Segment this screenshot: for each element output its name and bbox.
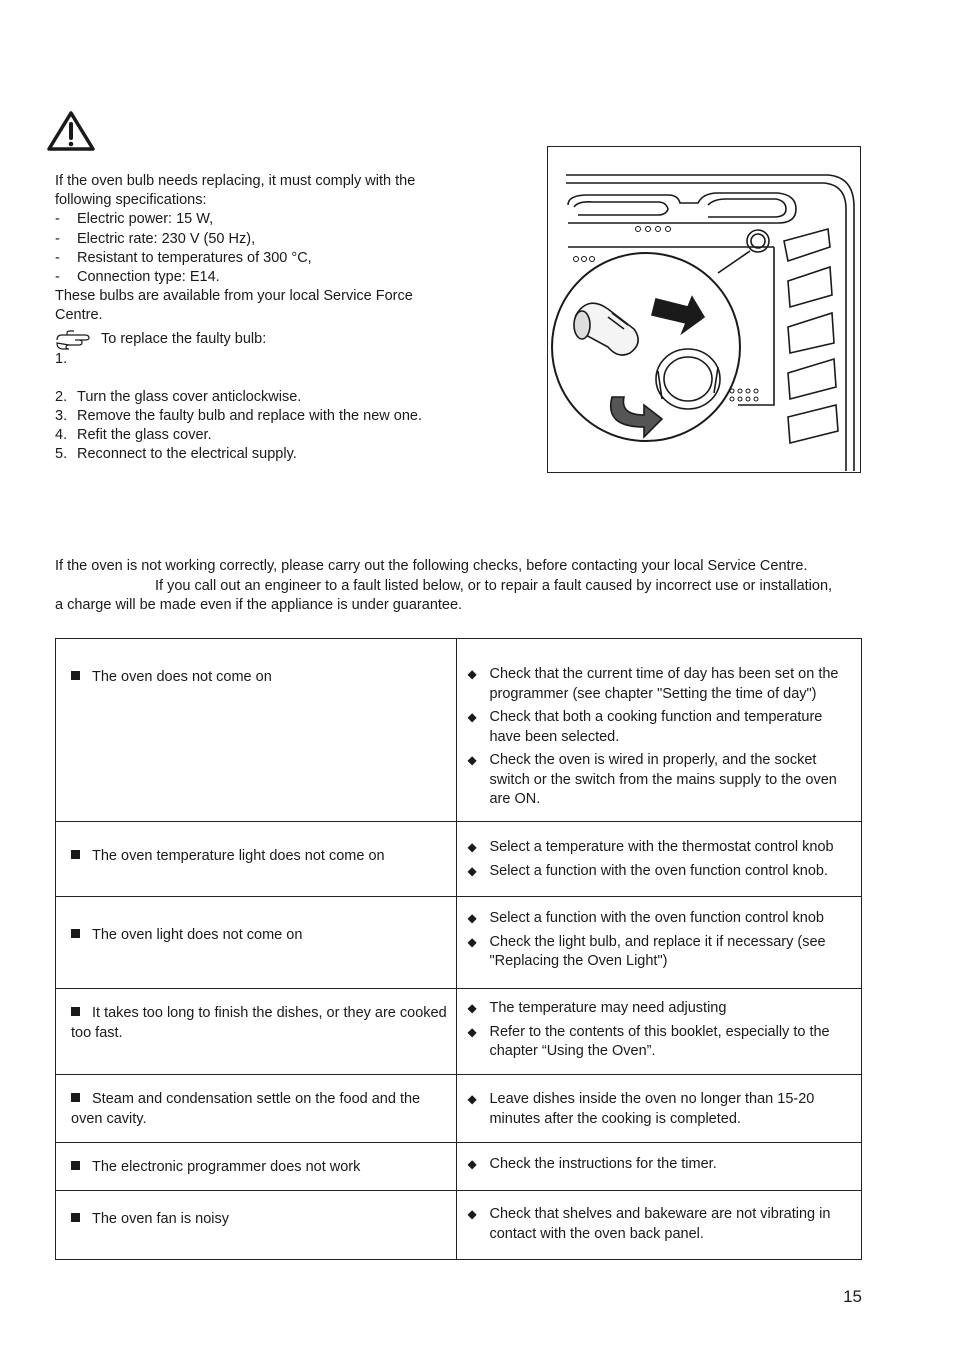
check-item: ◆ Check the light bulb, and replace it if necessary (see "Replacing the Oven Light") xyxy=(457,933,861,972)
check-item: ◆ Select a temperature with the thermostat control knob xyxy=(457,838,861,858)
problem-cell: The oven does not come on xyxy=(56,639,457,822)
spec-item: - Connection type: E14. xyxy=(55,269,220,286)
bulb-spec-intro-1: If the oven bulb needs replacing, it must comply with the xyxy=(55,173,416,189)
step-item: 5. Reconnect to the electrical supply. xyxy=(55,446,297,463)
check-item: ◆ Check the oven is wired in properly, and the socket switch or the switch from the mains supply to the oven are ON. xyxy=(457,751,861,810)
diamond-bullet-icon: ◆ xyxy=(467,1157,477,1171)
check-cell xyxy=(457,989,862,1075)
diamond-bullet-icon: ◆ xyxy=(467,1024,477,1039)
check-item: ◆ Check the instructions for the timer. xyxy=(457,1155,861,1175)
table-row xyxy=(56,1191,862,1260)
oven-interior-drawing xyxy=(548,147,859,471)
square-bullet-icon xyxy=(71,1093,80,1102)
diamond-bullet-icon: ◆ xyxy=(467,863,477,878)
step-item: 4. Refit the glass cover. xyxy=(55,427,212,444)
step-item: 2. Turn the glass cover anticlockwise. xyxy=(55,388,302,405)
replace-intro: To replace the faulty bulb: xyxy=(55,330,455,350)
check-cell xyxy=(457,897,862,989)
intro-line-3: a charge will be made even if the appliance is under guarantee. xyxy=(55,597,463,614)
check-item: ◆ Leave dishes inside the oven no longer than 15-20 minutes after the cooking is completed. xyxy=(457,1090,861,1129)
check-item: ◆ Check that both a cooking function and temperature have been selected. xyxy=(457,708,861,747)
step-item: 1. xyxy=(55,350,68,367)
square-bullet-icon xyxy=(71,1213,80,1222)
diamond-bullet-icon: ◆ xyxy=(467,710,477,724)
diamond-bullet-icon: ◆ xyxy=(467,1092,477,1106)
problem-cell: The oven temperature light does not come on xyxy=(56,822,457,897)
warning-triangle-icon xyxy=(47,111,95,151)
square-bullet-icon xyxy=(71,671,80,680)
problem-cell: The oven fan is noisy xyxy=(56,1191,457,1260)
diamond-bullet-icon: ◆ xyxy=(467,1001,477,1015)
problem-cell: It takes too long to finish the dishes, or they are cooked too fast. xyxy=(56,989,457,1075)
check-item: ◆ Check that shelves and bakeware are not vibrating in contact with the oven back panel. xyxy=(457,1205,861,1244)
spec-item: - Electric power: 15 W, xyxy=(55,211,214,228)
square-bullet-icon xyxy=(71,929,80,938)
bulb-spec-intro-2: following specifications: xyxy=(55,192,207,209)
table-row xyxy=(56,1075,862,1143)
troubleshooting-table xyxy=(55,638,862,1260)
troubleshooting-intro xyxy=(55,557,865,616)
availability-text-2: Centre. xyxy=(55,307,103,324)
table-row xyxy=(56,1143,862,1191)
problem-cell: The electronic programmer does not work xyxy=(56,1143,457,1191)
oven-light-illustration xyxy=(547,146,861,473)
diamond-bullet-icon: ◆ xyxy=(467,753,477,767)
square-bullet-icon xyxy=(71,850,80,859)
diamond-bullet-icon: ◆ xyxy=(467,840,477,854)
check-cell xyxy=(457,822,862,897)
problem-cell: The oven light does not come on xyxy=(56,897,457,989)
intro-line-1: If the oven is not working correctly, please carry out the following checks, before contacting your local Service Centre. xyxy=(55,558,808,574)
diamond-bullet-icon: ◆ xyxy=(467,911,477,925)
check-item: ◆ Select a function with the oven function control knob. xyxy=(457,862,861,882)
check-item: ◆ The temperature may need adjusting xyxy=(457,999,861,1019)
table-row xyxy=(56,989,862,1075)
table-row xyxy=(56,639,862,822)
check-item: ◆ Check that the current time of day has been set on the programmer (see chapter "Setting the time of day") xyxy=(457,665,861,704)
step-item: 3. Remove the faulty bulb and replace with the new one. xyxy=(55,408,422,425)
table-row xyxy=(56,822,862,897)
check-item: ◆ Refer to the contents of this booklet, especially to the chapter “Using the Oven”. xyxy=(457,1023,861,1062)
intro-line-2: If you call out an engineer to a fault listed below, or to repair a fault caused by incorrect use or installation, xyxy=(155,577,833,594)
check-cell xyxy=(457,1143,862,1191)
spec-item: - Resistant to temperatures of 300 °C, xyxy=(55,249,312,266)
square-bullet-icon xyxy=(71,1161,80,1170)
problem-cell: Steam and condensation settle on the food and the oven cavity. xyxy=(56,1075,457,1143)
availability-text: These bulbs are available from your local Service Force xyxy=(55,288,413,305)
diamond-bullet-icon: ◆ xyxy=(467,1207,477,1221)
check-cell xyxy=(457,1191,862,1260)
check-item: ◆ Select a function with the oven function control knob xyxy=(457,909,861,929)
check-cell xyxy=(457,639,862,822)
bulb-instructions xyxy=(55,172,455,465)
page-number: 15 xyxy=(843,1287,862,1306)
square-bullet-icon xyxy=(71,1007,80,1016)
check-cell xyxy=(457,1075,862,1143)
spec-item: - Electric rate: 230 V (50 Hz), xyxy=(55,230,256,247)
pointing-hand-icon xyxy=(55,330,93,350)
diamond-bullet-icon: ◆ xyxy=(467,934,477,949)
diamond-bullet-icon: ◆ xyxy=(467,667,477,681)
table-row xyxy=(56,897,862,989)
